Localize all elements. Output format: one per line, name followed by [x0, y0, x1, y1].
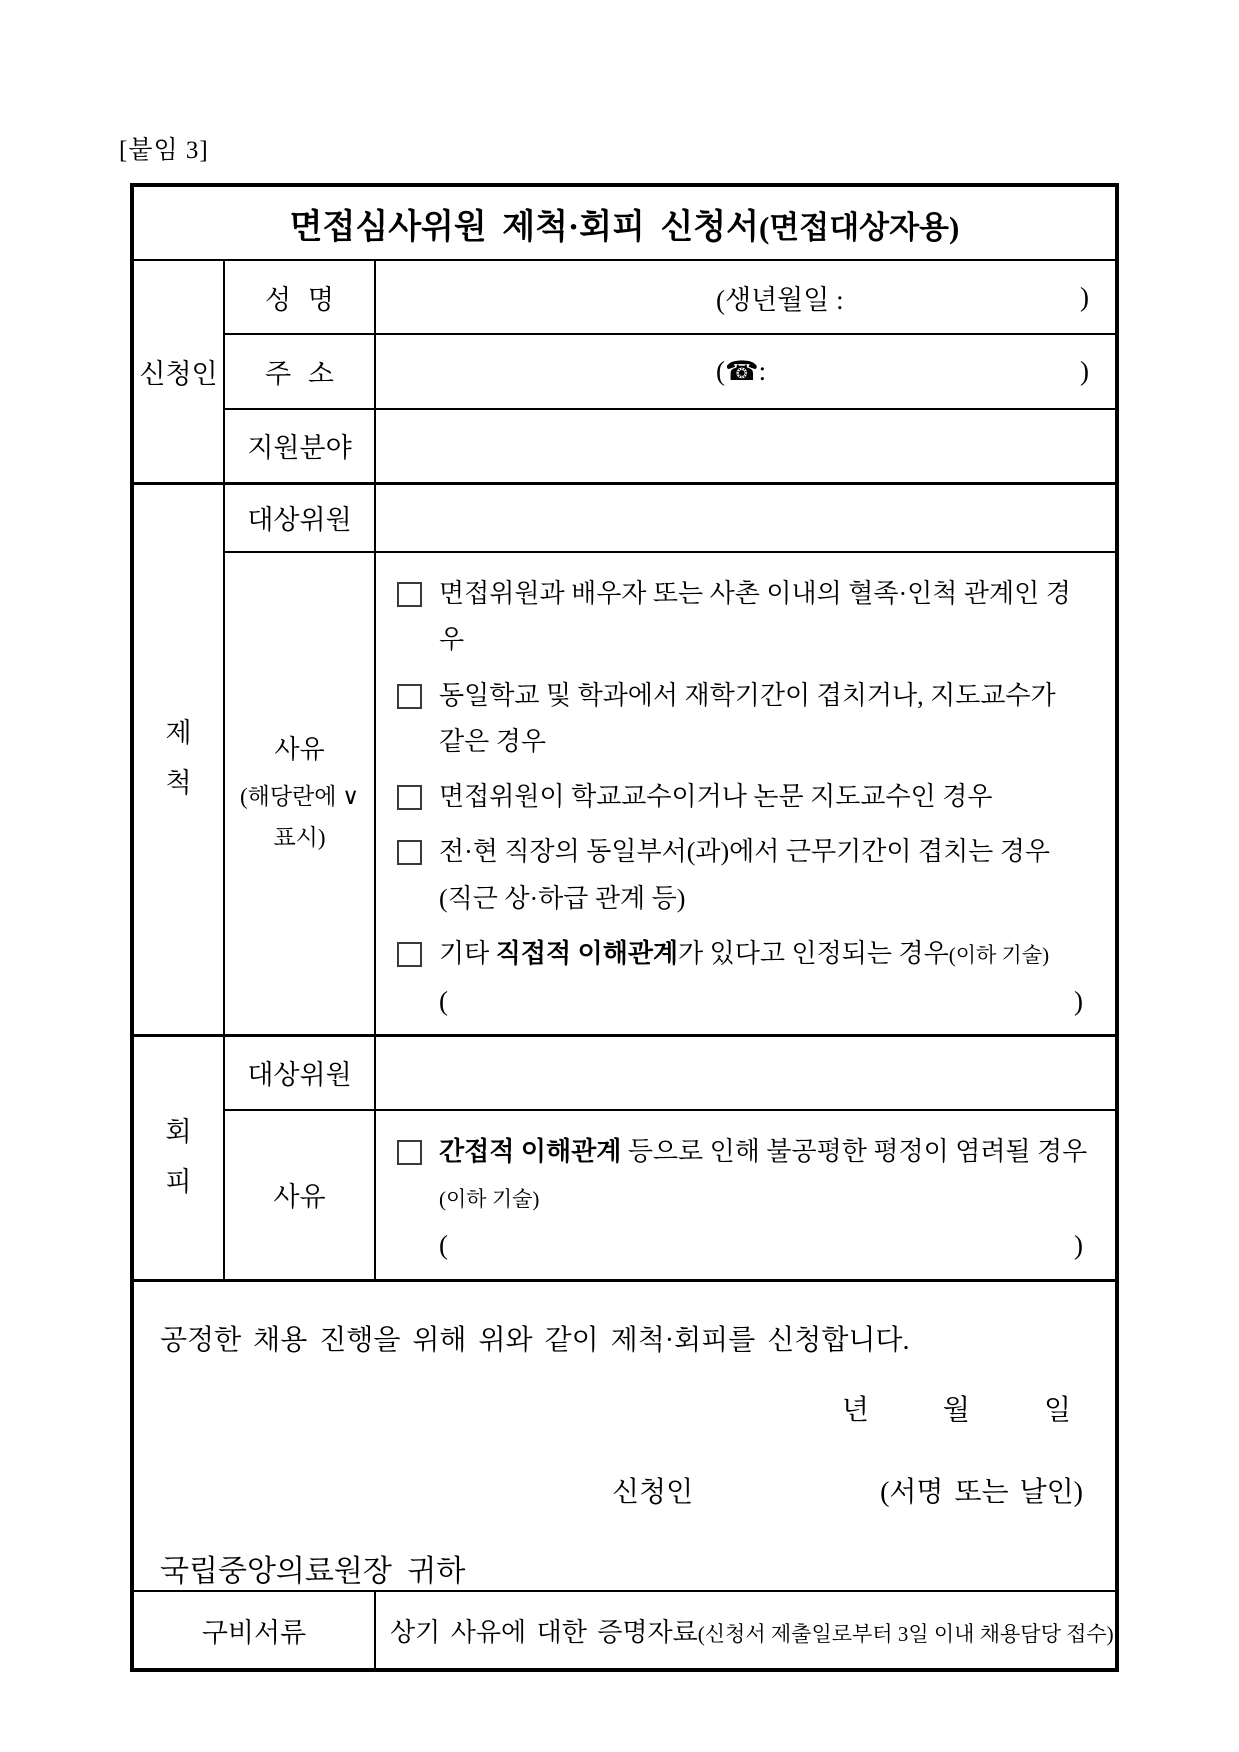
checkbox-icon[interactable]	[397, 1140, 422, 1165]
reason-detail-blank[interactable]	[439, 977, 1091, 1025]
exclusion-reason-line	[439, 931, 1091, 977]
recusal-reason-item	[394, 1129, 1091, 1270]
exclusion-reason-note-line1: (해당란에 ∨	[239, 783, 360, 809]
checkbox-icon[interactable]	[397, 785, 422, 810]
form-title-audience: (면접대상자용)	[758, 209, 960, 245]
attachment-label: [붙임 3]	[119, 137, 209, 164]
reason-text-bold: 직접적 이해관계	[495, 938, 679, 968]
exclusion-reason-note-line2: 표시)	[273, 825, 326, 851]
form-title: 면접심사위원 제척·회피 신청서	[289, 208, 759, 246]
required-docs-label: 구비서류	[132, 1591, 375, 1670]
signer-label: 신청인	[612, 1477, 694, 1509]
phone-colon: :	[758, 356, 767, 386]
checkbox-icon[interactable]	[397, 942, 422, 967]
exclusion-reason-label-cell	[224, 552, 375, 1036]
signature-area[interactable]: (서명 또는 날인)	[880, 1477, 1083, 1509]
exclusion-reason-item	[394, 931, 1091, 1025]
exclusion-reason-item	[394, 829, 1091, 922]
address-label: 주 소	[224, 334, 375, 409]
exclusion-reason-line: (직근 상·하급 관계 등)	[439, 883, 686, 913]
required-docs-note: (신청서 제출일로부터 3일 이내 채용담당 접수)	[697, 1621, 1114, 1646]
date-line	[160, 1388, 1085, 1428]
blank-close-paren: )	[1074, 1230, 1083, 1261]
exclusion-reason-item	[394, 571, 1091, 664]
address-fill-row	[376, 356, 1115, 387]
required-docs-line	[376, 1612, 1115, 1649]
name-fill-row	[376, 278, 1115, 317]
statement-cell	[132, 1281, 1117, 1592]
name-input-cell[interactable]	[375, 260, 1117, 334]
exclusion-reason-text	[439, 829, 1091, 922]
reason-text-bold: 간접적 이해관계	[439, 1136, 622, 1166]
exclusion-reason-label: 사유	[274, 734, 325, 764]
recusal-reason-text	[439, 1129, 1091, 1270]
date-year-label[interactable]: 년	[841, 1395, 869, 1427]
checkbox-icon[interactable]	[397, 840, 422, 865]
phone-close-paren: )	[1080, 356, 1089, 386]
recusal-section-label: 회피	[165, 1117, 192, 1198]
phone-icon: ☎	[725, 356, 759, 386]
exclusion-reasons-cell	[375, 552, 1117, 1036]
exclusion-reason-item	[394, 673, 1091, 766]
apply-field-label: 지원분야	[224, 409, 375, 483]
form-title-cell	[132, 185, 1117, 260]
required-docs-text: 상기 사유에 대한 증명자료	[390, 1617, 698, 1647]
applicant-section-label: 신청인	[132, 260, 224, 483]
blank-open-paren: (	[439, 1230, 448, 1261]
reason-text-normal: 등으로 인해 불공평한 평정이 염려될 경우	[621, 1136, 1088, 1166]
exclusion-reason-item	[394, 774, 1091, 820]
date-day-label[interactable]: 일	[1043, 1395, 1071, 1427]
reason-text-small: (이하 기술)	[439, 1186, 540, 1211]
exclusion-reason-line: 같은 경우	[439, 726, 546, 756]
exclusion-section-label: 제척	[165, 718, 192, 799]
recipient-label: 국립중앙의료원장 귀하	[160, 1555, 466, 1589]
address-input-cell[interactable]	[375, 334, 1117, 409]
reason-text-normal: 기타	[439, 938, 496, 968]
blank-close-paren: )	[1074, 986, 1083, 1017]
recusal-reason-label: 사유	[224, 1110, 375, 1281]
exclusion-reason-text: 면접위원과 배우자 또는 사촌 이내의 혈족·인척 관계인 경우	[439, 579, 1071, 655]
checkbox-icon[interactable]	[397, 684, 422, 709]
reason-detail-blank[interactable]	[439, 1221, 1091, 1269]
date-month-label[interactable]: 월	[942, 1395, 970, 1427]
recusal-target-input-cell[interactable]	[375, 1036, 1117, 1110]
exclusion-reason-text: 면접위원이 학교교수이거나 논문 지도교수인 경우	[439, 782, 993, 812]
statement-text: 공정한 채용 진행을 위해 위와 같이 제척·회피를 신청합니다.	[160, 1325, 910, 1357]
exclusion-reason-line: 동일학교 및 학과에서 재학기간이 겹치거나, 지도교수가	[439, 680, 1056, 710]
birthdate-close-label: )	[1080, 281, 1089, 312]
exclusion-reason-text	[439, 931, 1091, 1025]
recusal-reason-line	[439, 1129, 1091, 1222]
application-form-table	[130, 183, 1119, 1672]
reason-text-normal: 가 있다고 인정되는 경우	[678, 938, 949, 968]
apply-field-input-cell[interactable]	[375, 409, 1117, 483]
blank-open-paren: (	[439, 986, 448, 1017]
exclusion-target-label: 대상위원	[224, 483, 375, 552]
signer-line	[160, 1470, 1085, 1510]
recusal-reasons-cell	[375, 1110, 1117, 1281]
reason-text-small: (이하 기술)	[948, 942, 1050, 967]
recusal-target-label: 대상위원	[224, 1036, 375, 1110]
exclusion-target-input-cell[interactable]	[375, 483, 1117, 552]
required-docs-cell	[375, 1591, 1117, 1670]
birthdate-open-label: (생년월일 :	[716, 284, 844, 315]
checkbox-icon[interactable]	[397, 582, 422, 607]
name-label: 성 명	[224, 260, 375, 334]
exclusion-reason-line: 전·현 직장의 동일부서(과)에서 근무기간이 겹치는 경우	[439, 837, 1051, 867]
exclusion-section-cell	[132, 483, 224, 1036]
recusal-section-cell	[132, 1036, 224, 1281]
phone-open-paren: (	[716, 356, 725, 386]
exclusion-reason-text	[439, 673, 1091, 766]
